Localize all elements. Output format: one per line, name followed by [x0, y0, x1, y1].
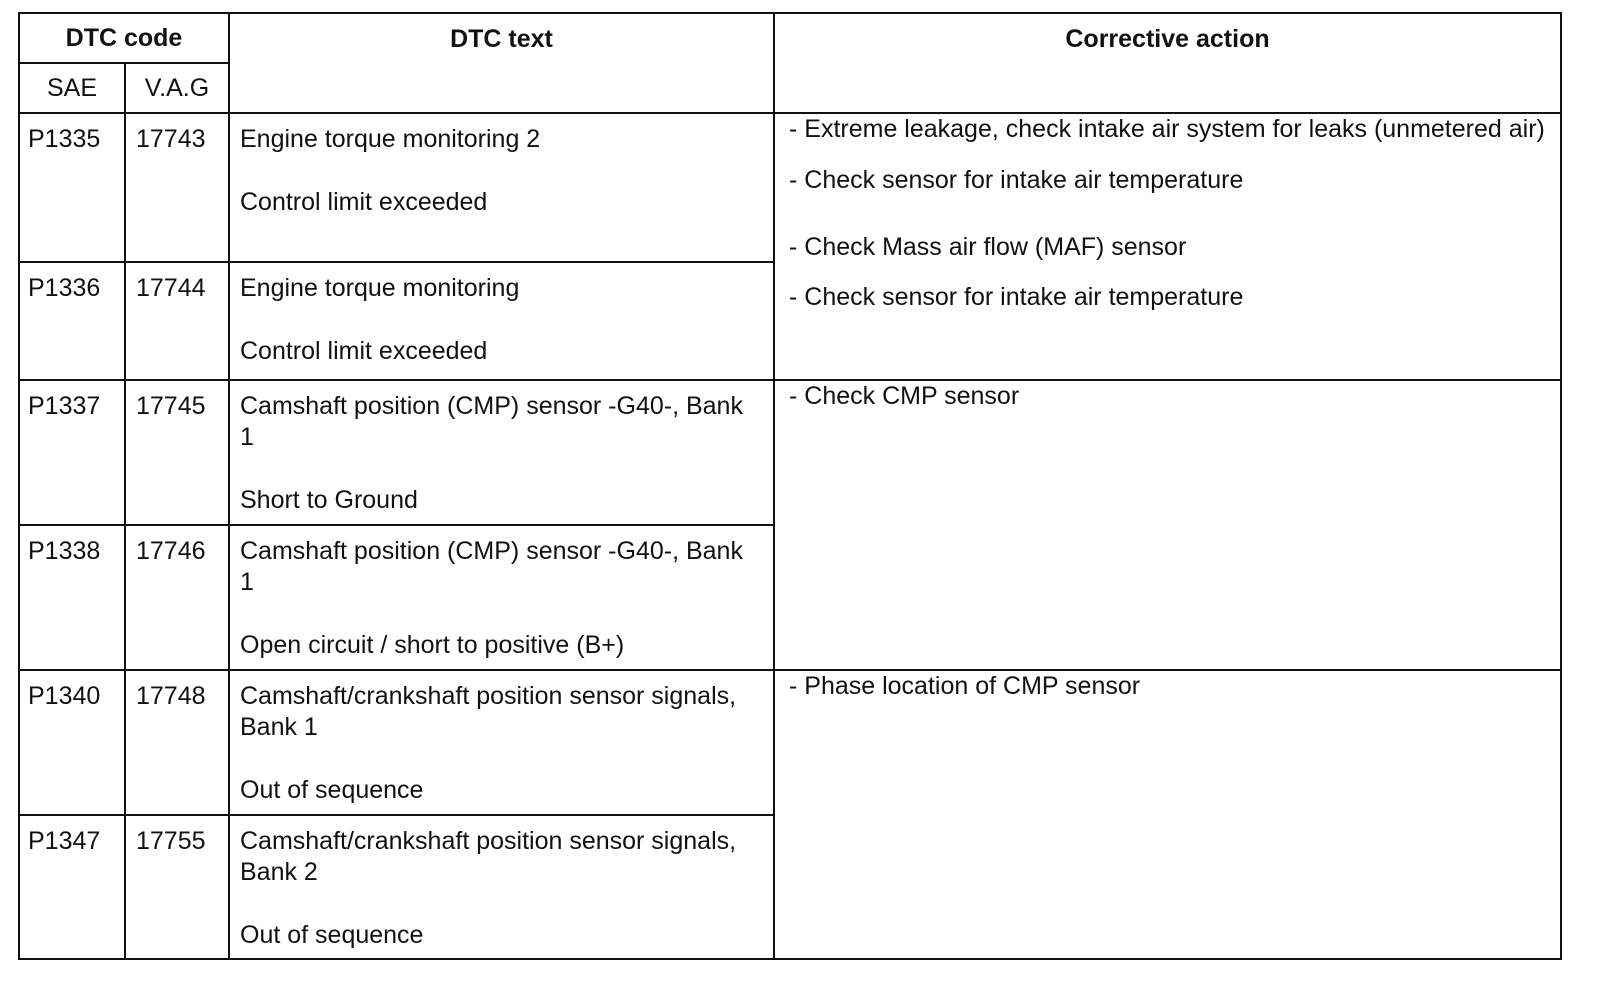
vag-code: 17746 [125, 525, 229, 670]
dtc-status: Control limit exceeded [240, 188, 488, 216]
sae-code: P1337 [19, 380, 125, 525]
dtc-description: Camshaft/crankshaft position sensor signals, Bank 2 [240, 827, 737, 886]
dtc-description: Camshaft position (CMP) sensor -G40-, Bank 1 [240, 392, 743, 451]
dtc-text-cell [229, 525, 774, 670]
table-row [19, 670, 1561, 815]
dtc-status: Out of sequence [240, 921, 424, 949]
action-item: - Phase location of CMP sensor [789, 672, 1141, 700]
dtc-table [18, 12, 1562, 960]
vag-code: 17745 [125, 380, 229, 525]
table-row [19, 380, 1561, 525]
table-row [19, 113, 1561, 262]
dtc-text-cell [229, 262, 774, 380]
dtc-status: Open circuit / short to positive (B+) [240, 631, 625, 659]
header-dtc-code: DTC code [19, 13, 229, 63]
dtc-description: Engine torque monitoring 2 [240, 125, 541, 153]
corrective-action-cell [774, 670, 1561, 959]
sae-code: P1338 [19, 525, 125, 670]
vag-code: 17743 [125, 113, 229, 262]
header-sae: SAE [19, 63, 125, 113]
action-item: - Check sensor for intake air temperature [789, 283, 1244, 311]
dtc-text-cell [229, 380, 774, 525]
header-vag: V.A.G [125, 63, 229, 113]
dtc-description: Engine torque monitoring [240, 274, 520, 302]
dtc-description: Camshaft/crankshaft position sensor signals, Bank 1 [240, 682, 737, 741]
dtc-text-cell [229, 815, 774, 959]
corrective-action-cell [774, 380, 1561, 670]
dtc-description: Camshaft position (CMP) sensor -G40-, Bank 1 [240, 537, 743, 596]
vag-code: 17744 [125, 262, 229, 380]
sae-code: P1336 [19, 262, 125, 380]
action-item: - Check sensor for intake air temperature [789, 166, 1244, 194]
dtc-status: Control limit exceeded [240, 337, 488, 365]
action-item: - Check Mass air flow (MAF) sensor [789, 233, 1187, 261]
sae-code: P1340 [19, 670, 125, 815]
dtc-status: Out of sequence [240, 776, 424, 804]
vag-code: 17748 [125, 670, 229, 815]
sae-code: P1335 [19, 113, 125, 262]
header-row [19, 13, 1561, 63]
sae-code: P1347 [19, 815, 125, 959]
dtc-status: Short to Ground [240, 486, 418, 514]
dtc-text-cell [229, 670, 774, 815]
vag-code: 17755 [125, 815, 229, 959]
header-corrective-action: Corrective action [774, 13, 1561, 113]
header-dtc-text: DTC text [229, 13, 774, 113]
dtc-text-cell [229, 113, 774, 262]
action-item: - Extreme leakage, check intake air system for leaks (unmetered air) [789, 115, 1545, 143]
action-item: - Check CMP sensor [789, 382, 1020, 410]
corrective-action-cell [774, 113, 1561, 380]
